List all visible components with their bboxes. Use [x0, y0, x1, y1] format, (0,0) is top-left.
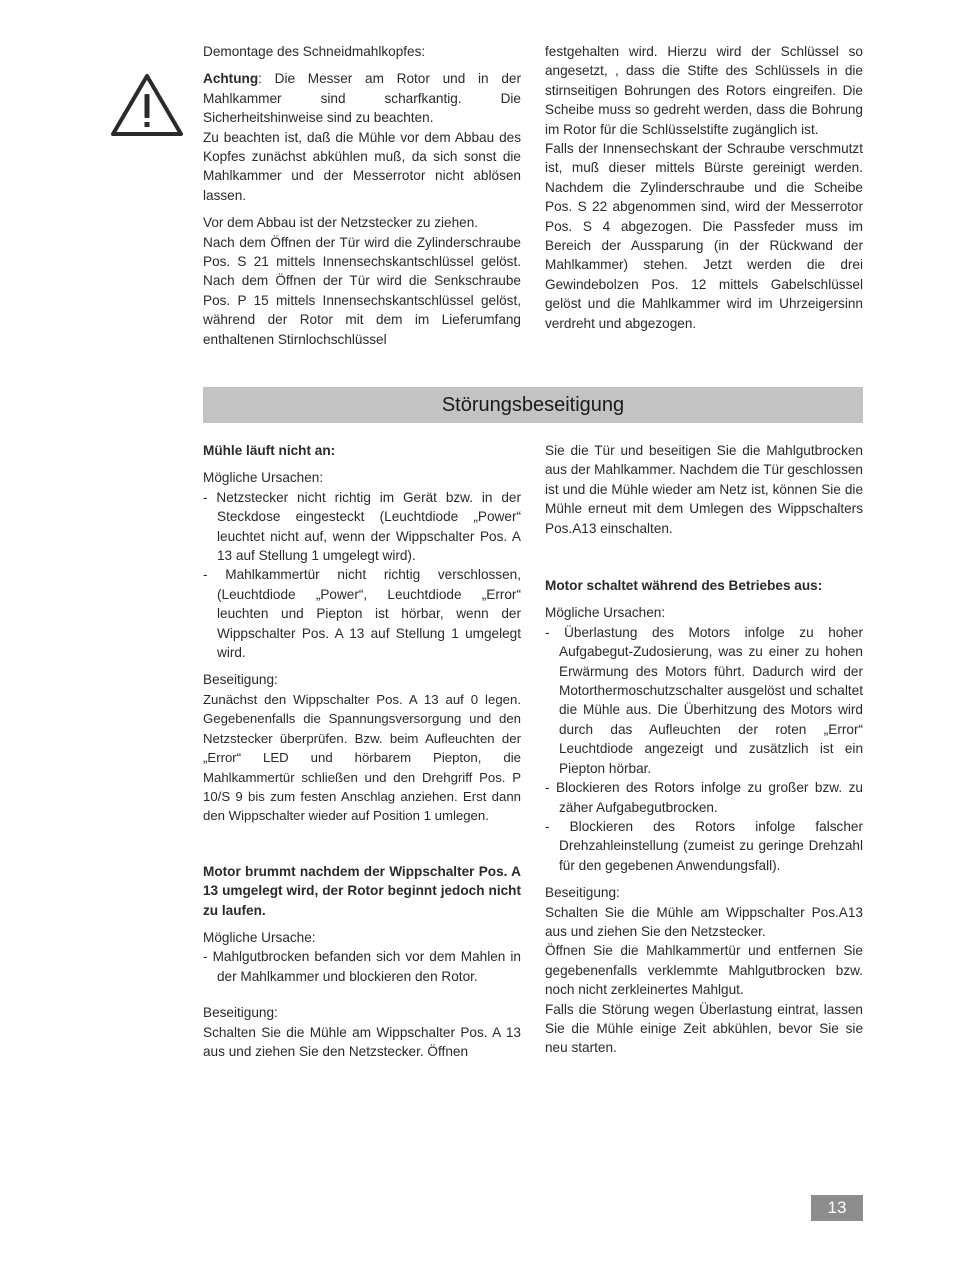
troubleshooting-column-right: [545, 441, 863, 1058]
s1-fix-label: Beseitigung:: [203, 672, 278, 688]
s2-fix-text-b: Sie die Tür und beseitigen Sie die Mahlgutbrocken aus der Mahlkammer. Nachdem die Tür geschlossen ist und die Mühle wieder am Netz ist, können Sie die Mühle erneut mit dem Umlegen des Wippschalters Pos.A13 einschalten.: [545, 443, 863, 536]
s3-fix-paragraph-3: Falls die Störung wegen Überlastung eintrat, lassen Sie die Mühle einige Zeit abkühlen, bevor Sie sie neu starten.: [545, 1001, 863, 1056]
demontage-paragraph-3: Vor dem Abbau ist der Netzstecker zu ziehen.: [203, 215, 479, 231]
s1-fix-text: Zunächst den Wippschalter Pos. A 13 auf 0 legen. Gegebenenfalls die Spannungsversorgung und den Netzstecker überprüfen. Bzw. beim Aufleuchten der „Error“ LED und hörbarem Piepton, die Mahlkammertür schließen und den Drehgriff Pos. P 10/S 9 bis zum festen Anschlag anziehen. Erst dann den Wippschalter wieder auf Position 1 umlegen.: [203, 691, 521, 824]
s3-fix-paragraph-1: Schalten Sie die Mühle am Wippschalter Pos.A13 aus und ziehen Sie den Netzstecker.: [545, 904, 863, 939]
section-title-banner: Störungsbeseitigung: [203, 387, 863, 423]
s3-fix-paragraph-2: Öffnen Sie die Mahlkammertür und entfernen Sie gegebenenfalls verklemmte Mahlgutbrocken bzw. noch nicht zerkleinertes Mahlgut.: [545, 943, 863, 998]
s2-cause-label: Mögliche Ursache:: [203, 929, 316, 945]
s2-fix-text-a: Schalten Sie die Mühle am Wippschalter Pos. A 13 aus und ziehen Sie den Netzstecker. Öffnen: [203, 1024, 521, 1059]
s3-causes-list: [545, 623, 863, 875]
s2-causes-list: [203, 947, 521, 986]
warning-triangle-icon: [110, 72, 184, 138]
demontage-paragraph-6: Falls der Innensechskant der Schraube verschmutzt ist, muß dieser mittels Bürste gereinigt werden. Nachdem die Zylinderschraube und die Scheibe Pos. S 22 abgenommen sind, wird der Messerrotor Pos. S 4 abgezogen. Die Passfeder muss im Bereich der Aussparung (in der Rückwand der Mahlkammer) stehen. Jetzt werden die drei Gewindebolzen Pos. 12 mittels Gabelschlüssel gelöst und die Mahlkammer wird im Uhrzeigersinn verdreht und abgezogen.: [545, 141, 863, 331]
page-number: 13: [811, 1195, 863, 1221]
s1-causes-label: Mögliche Ursachen:: [203, 470, 324, 486]
s3-fix-label: Beseitigung:: [545, 885, 620, 901]
achtung-paragraph: [203, 69, 521, 127]
s3-causes-label: Mögliche Ursachen:: [545, 605, 666, 621]
demontage-column-left: [203, 42, 521, 349]
s1-causes-list: [203, 488, 521, 663]
s1-title: Mühle läuft nicht an:: [203, 443, 336, 458]
list-item: - Blockieren des Rotors infolge zu großer bzw. zu zäher Aufgabegutbrocken.: [545, 780, 863, 815]
s2-title: Motor brummt nachdem der Wippschalter Pos. A 13 umgelegt wird, der Rotor beginnt jedoch nicht zu laufen.: [203, 863, 521, 918]
list-item: - Mahlgutbrocken befanden sich vor dem Mahlen in der Mahlkammer und blockieren den Rotor.: [203, 949, 521, 984]
s3-title: Motor schaltet während des Betriebes aus:: [545, 578, 823, 594]
achtung-label: Achtung: [203, 71, 259, 87]
list-item: - Mahlkammertür nicht richtig verschlossen, (Leuchtdiode „Power“, Leuchtdiode „Error“ leuchten und Piepton ist hörbar, wenn der Wippschalter Pos. A 13 auf Stellung 1 umgelegt wird.: [203, 567, 521, 661]
list-item: - Blockieren des Rotors infolge falscher Drehzahleinstellung (zumeist zu geringe Drehzahl für den gegebenen Anwendungsfall).: [545, 818, 863, 873]
demontage-title: Demontage des Schneidmahlkopfes:: [203, 44, 426, 59]
troubleshooting-column-left: [203, 441, 521, 1061]
list-item: - Überlastung des Motors infolge zu hoher Aufgabegut-Zudosierung, was zu einer zu hohen Erwärmung des Motors führt. Dadurch wird der Motorthermoschutzschalter ausgelöst und schaltet die Mühle aus. Die Überhitzung des Motors wird durch das Aufleuchten der roten „Error“ Leuchtdiode angezeigt und zusätzlich ist ein Piepton hörbar.: [545, 624, 863, 776]
demontage-column-right: [545, 42, 863, 333]
demontage-paragraph-5: festgehalten wird. Hierzu wird der Schlüssel so angesetzt, , dass die Stifte des Schlüssels in die stirnseitigen Bohrungen des Rotors eingreifen. Die Scheibe muss so gedreht werden, dass die Bohrung im Rotor für die Schlüsselstifte zugänglich ist.: [545, 44, 863, 137]
achtung-text: : Die Messer am Rotor und in der Mahlkammer sind scharfkantig. Die Sicherheitshinweise sind zu beachten.: [203, 71, 521, 126]
list-item: - Netzstecker nicht richtig im Gerät bzw. in der Steckdose eingesteckt (Leuchtdiode „Power“ leuchtet nicht auf, wenn der Wippschalter Pos. A 13 auf Stellung 1 umgelegt wird).: [203, 489, 521, 564]
s2-fix-label: Beseitigung:: [203, 1005, 278, 1021]
demontage-paragraph-4: Nach dem Öffnen der Tür wird die Zylinderschraube Pos. S 21 mittels Innensechskantschlüssel gelöst. Nach dem Öffnen der Tür wird die Senkschraube Pos. P 15 mittels Innensechskantschlüssel gelöst, während der Rotor mit dem im Lieferumfang enthaltenen Stirnlochschlüssel: [203, 234, 521, 347]
demontage-paragraph-2: Zu beachten ist, daß die Mühle vor dem Abbau des Kopfes zunächst abkühlen muß, da sich sonst die Mahlkammer und der Messerrotor nicht ablösen lassen.: [203, 129, 521, 203]
